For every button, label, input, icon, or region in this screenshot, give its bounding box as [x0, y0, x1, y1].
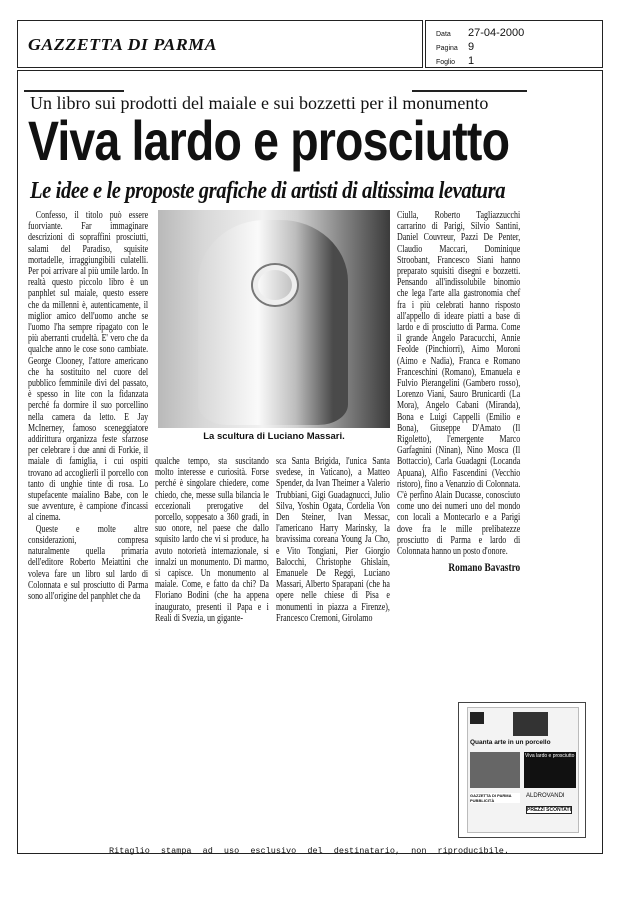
- rule-left: [24, 90, 124, 92]
- masthead: GAZZETTA DI PARMA: [28, 35, 218, 54]
- article-kicker: Un libro sui prodotti del maiale e sui bozzetti per il monumento: [30, 93, 489, 113]
- article-column-4: [397, 210, 520, 575]
- masthead-box: [17, 20, 423, 68]
- paragraph: Confesso, il titolo può essere fuorviante. Far immaginare descrizioni di sopraffini prosciutti, salami del Paradiso, squisite mortadelle, irraggiungibili culatelli. Per poi arrivare al più umile lardo. In realtà questo piccolo libro è un panphlet sul maiale, questo essere che da millenni è, autenticamente, il miglior amico dell'uomo anche se l'uomo l'ha sempre ripagato con le più aberranti crudeltà. E' vero che da qualche anno le cose sono cambiate. George Clooney, l'attore americano che ha sostituito nel cuore del pubblico femminile divi del passato, è spesso in lite con la fidanzata perché fa dormire il suo porcellino nella camera da letto. E Jay McInerney, famoso sceneggiatore addirittura organizza feste sfarzose per celebrare i due anni di Forkie, il maiale di famiglia, i cui ospiti trovano ad accoglierli il porcello con tanto di unghie tinte di rosa. Lo stupefacente maialino Babe, con le sue avventure, è campione d'incassi al cinema.: [28, 210, 149, 524]
- footer-notice: Ritaglio stampa ad uso esclusivo del destinatario, non riproducibile.: [109, 846, 509, 856]
- article-column-2: [155, 456, 269, 624]
- page-thumbnail: [458, 702, 586, 838]
- thumbnail-ad-2: ALDROVANDI: [526, 793, 565, 799]
- sculpture-photo: [158, 210, 390, 428]
- meta-page: Pagina 9: [436, 41, 475, 53]
- paragraph: Ciulla, Roberto Tagliazzucchi carrarino di Parigi, Silvio Santini, Daniel Couvreur, Pazzi De Penter, Claudio Maccari, Dominique Stroobant, Francesco Siani hanno preparato squisiti disegni e bozzetti. Pensando all'indissolubile binomio che lega l'arte alla gastronomia chef fra i più celebrati hanno risposto all'appello di ideare piatti a base di lardo e di prosciutto di Parma. Come il grande Angelo Paracucchi, Annie Feolde (Pinchiorri), Aimo Moroni (Aimo e Nadia), Franca e Romano Franceschini (Romano), Emanuela e Fulvio Pierangelini (Gambero rosso), Lorenzo Viani, Sauro Brunicardi (La Mora), Angelo Cabani (Miranda), Bona e Luigi Cappelli (Emilio e Bona), Giuseppe D'Amato (Il Rigoletto), l'emergente Marco Garfagnini (Ninan), Nino Mosca (Il Bottaccio), Carla Guadagni (Locanda Apuana), Alfio Fascendini (Vecchio ristoro), fino a Venanzio di Colonnata. C'è perfino Alain Ducasse, conosciuto come uno dei numeri uno del mondo con locali a Montecarlo e a Parigi dove fra le mille prelibatezze prosciutto di Parma e lardo di Colonnata hanno un posto d'onore.: [397, 210, 521, 558]
- photo-caption: La scultura di Luciano Massari.: [203, 431, 345, 442]
- article-column-1: [28, 210, 148, 602]
- article-column-3: [276, 456, 390, 624]
- thumbnail-headline: Quanta arte in un porcello: [470, 739, 551, 746]
- sculpture-coil: [253, 265, 297, 305]
- article-title: Viva lardo e prosciutto: [28, 109, 510, 172]
- thumbnail-logo: [470, 712, 484, 724]
- meta-sheet: Foglio 1: [436, 55, 475, 67]
- thumbnail-page: [467, 707, 579, 833]
- thumbnail-ad-3: PREZZI SCONTATI: [527, 807, 571, 813]
- thumbnail-photo: [513, 712, 548, 736]
- paragraph: qualche tempo, sta suscitando molto interesse e curiosità. Forse perché è singolare chiedere, come chiedo, che, messe sulla bilancia le eccezionali prerogative del porcello, soppesato a 360 gradi, in suo onore, nel paese che dallo squisito lardo che vi si produce, ha avuto notorietà internazionale, si innalzi un monumento. Di marmo, si capisce. Un monumento al maiale. Come, e fatto da chi? Da Floriano Bodini (che ha appena inaugurato, presenti il Papa e i Reali di Svezia, un gigante-: [155, 456, 269, 624]
- clipping-meta-box: [425, 20, 603, 68]
- author-signature: Romano Bavastro: [448, 560, 521, 575]
- paragraph: Queste e molte altre considerazioni, compresa naturalmente quella primaria dell'editore Roberto Meiattini che voleva fare un libro sul lardo di Colonnata e sul prosciutto di Parma sono all'origine del panphlet che da: [28, 523, 149, 602]
- thumbnail-article: Viva lardo e prosciutto: [524, 752, 576, 788]
- article-subtitle: Le idee e le proposte grafiche di artisti di altissima levatura: [30, 178, 506, 204]
- rule-right: [412, 90, 527, 92]
- meta-date: Data 27-04-2000: [436, 27, 525, 39]
- thumbnail-ad-1: GAZZETTA DI PARMA PUBBLICITÀ: [470, 793, 520, 803]
- paragraph: sca Santa Brigida, l'unica Santa svedese, in Vaticano), a Matteo Spender, da Ivan Theimer a Valerio Trubbiani, Gigi Guadagnucci, Julio Silva, Yoshin Ogata, Cordelia Von Den Steiner, Ivan Messac, l'americano Harry Marinsky, la bravissima coreana Young Ja Cho, e Vito Tongiani, Pier Giorgio Balocchi, Christophe Ghislain, Emanuele De Reggi, Luciano Massari, Alberto Sparapani (che ha opere nelle chiese di Pisa e monumenti in piazza a Firenze), Francesco Cremoni, Girolamo: [276, 456, 390, 624]
- sculpture-shape: [198, 220, 348, 425]
- thumbnail-photo-2: [470, 752, 520, 788]
